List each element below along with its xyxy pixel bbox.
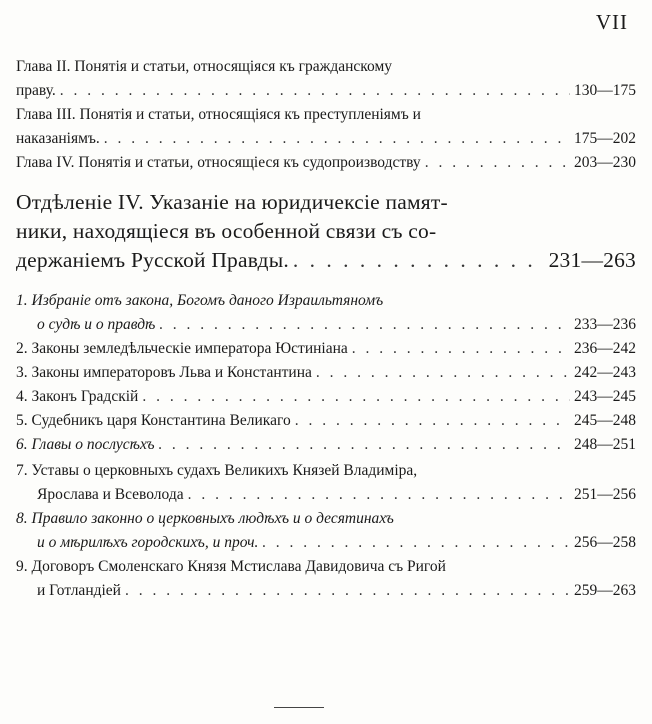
dot-leader (293, 248, 545, 273)
chapter-4-title: Глава IV. Понятія и статьи, относящіеся къ судопроизводству (16, 154, 421, 171)
item-5-pages: 245—248 (574, 412, 636, 429)
chapter-2-title: Глава II. Понятія и статьи, относящіяся къ гражданскому (16, 58, 393, 75)
dot-leader (125, 582, 570, 600)
item-2-line1 (16, 340, 636, 358)
item-7-line1 (16, 462, 636, 480)
item-7-title: 7. Уставы о церковныхъ судахъ Великихъ Князей Владиміра, (16, 462, 418, 479)
item-6-title: 6. Главы о послусѣхъ (16, 436, 155, 453)
item-4-title: 4. Законъ Градскій (16, 388, 139, 405)
item-4-pages: 243—245 (574, 388, 636, 405)
chapter-3-title: Глава III. Понятія и статьи, относящіяся къ преступленіямъ и (16, 106, 421, 123)
dot-leader (60, 82, 570, 100)
item-8-line2: и о мѣрилѣхъ городскихъ, и проч. . . . 256—258 (16, 534, 636, 552)
section-4-title: Отдѣленіе IV. Указаніе на юридичексіе памят- (16, 190, 448, 214)
section-4-pages: 231—263 (548, 248, 636, 272)
item-7-pages: 251—256 (574, 486, 636, 503)
dot-leader (159, 436, 571, 454)
item-5-line1 (16, 412, 636, 430)
dot-leader (425, 154, 570, 172)
dot-leader (295, 412, 570, 430)
item-9-title: 9. Договоръ Смоленскаго Князя Мстислава Давидовича съ Ригой (16, 558, 446, 575)
dot-leader (262, 534, 570, 552)
section-4-line3: держаніемъ Русской Правды. . . . 231—263 (16, 248, 636, 273)
item-6-line1 (16, 436, 636, 454)
item-7-line2: Ярослава и Всеволода . . . 251—256 (16, 486, 636, 504)
dot-leader (159, 316, 570, 334)
dot-leader (104, 130, 570, 148)
chapter-2-line1 (16, 58, 636, 76)
toc-page (16, 0, 638, 724)
item-2-pages: 236—242 (574, 340, 636, 357)
chapter-3-pages: 175—202 (574, 130, 636, 147)
item-4-line1 (16, 388, 636, 406)
item-9-line2: и Готландіей . . . 259—263 (16, 582, 636, 600)
item-2-title: 2. Законы земледѣльческіе императора Юстиніана (16, 340, 348, 357)
dot-leader (352, 340, 570, 358)
section-4-line1 (16, 190, 636, 215)
item-8-line1 (16, 510, 636, 528)
item-9-line1 (16, 558, 636, 576)
item-9-pages: 259—263 (574, 582, 636, 599)
item-3-line1 (16, 364, 636, 382)
chapter-4-line1 (16, 154, 636, 172)
chapter-3-line1 (16, 106, 636, 124)
dot-leader (316, 364, 570, 382)
item-1-title: 1. Избраніе отъ закона, Богомъ даного Израильтяномъ (16, 292, 384, 309)
dot-leader (142, 388, 570, 406)
chapter-4-pages: 203—230 (574, 154, 636, 171)
chapter-2-pages: 130—175 (574, 82, 636, 99)
section-4-line2: ники, находящіеся въ особенной связи съ со- (16, 219, 437, 243)
item-5-title: 5. Судебникъ царя Константина Великаго (16, 412, 291, 429)
item-8-title: 8. Правило законно о церковныхъ людѣхъ и о десятинахъ (16, 510, 394, 527)
item-1-line2: о судѣ и о правдѣ . . . 233—236 (16, 316, 636, 334)
item-1-pages: 233—236 (574, 316, 636, 333)
item-6-pages: 248—251 (574, 436, 636, 453)
item-8-pages: 256—258 (574, 534, 636, 551)
chapter-3-line2: наказаніямъ. . . . 175—202 (16, 130, 636, 148)
item-3-pages: 242—243 (574, 364, 636, 381)
footer-rule (274, 707, 324, 708)
chapter-2-line2: праву. . . . 130—175 (16, 82, 636, 100)
dot-leader (188, 486, 570, 504)
item-3-title: 3. Законы императоровъ Льва и Константина (16, 364, 312, 381)
item-1-line1 (16, 292, 636, 310)
page-number: VII (595, 10, 628, 34)
